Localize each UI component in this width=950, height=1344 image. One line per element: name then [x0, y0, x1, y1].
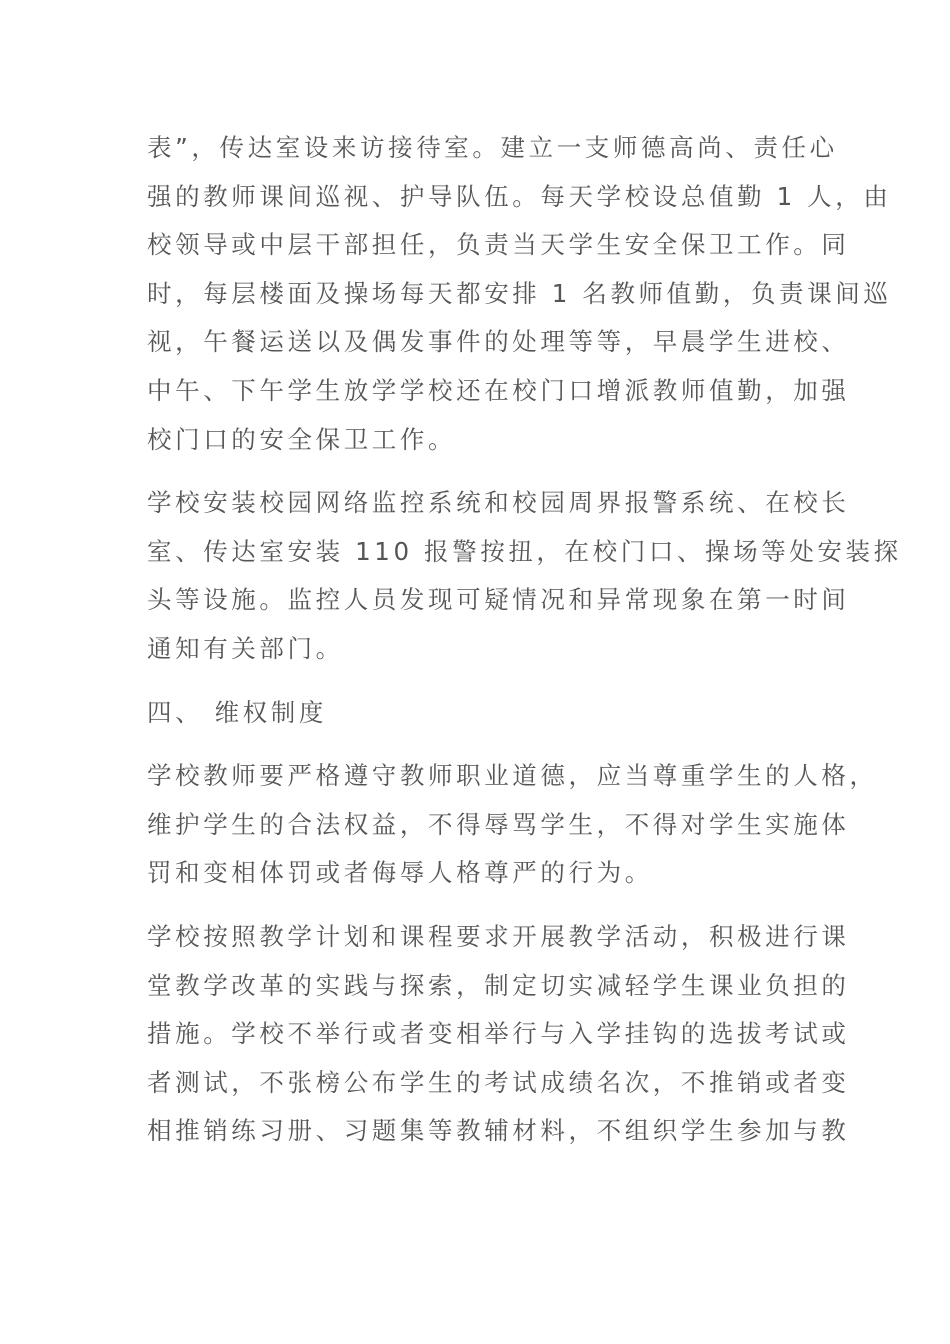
paragraph-teacher-ethics: [147, 752, 878, 898]
text-line: 时，每层楼面及操场每天都安排 1 名教师值勤，负责课间巡: [147, 278, 892, 308]
text-line: 维护学生的合法权益，不得辱骂学生，不得对学生实施体: [147, 809, 850, 839]
text-line: 校门口的安全保卫工作。: [147, 424, 457, 454]
text-line: 者测试，不张榜公布学生的考试成绩名次，不推销或者变: [147, 1067, 850, 1097]
section-heading-text: 四、 维权制度: [147, 697, 327, 727]
paragraph-duty-guard: [147, 124, 892, 464]
text-line: 学校教师要严格遵守教师职业道德，应当尊重学生的人格，: [147, 761, 878, 791]
text-line: 措施。学校不举行或者变相举行与入学挂钩的选拔考试或: [147, 1019, 850, 1049]
text-line: 头等设施。监控人员发现可疑情况和异常现象在第一时间: [147, 585, 850, 615]
text-line: 相推销练习册、习题集等教辅材料，不组织学生参加与教: [147, 1116, 850, 1146]
text-line: 视，午餐运送以及偶发事件的处理等等，早晨学生进校、: [147, 327, 850, 357]
document-body: [147, 124, 902, 1171]
paragraph-monitoring-system: [147, 479, 902, 673]
text-line: 表”，传达室设来访接待室。建立一支师德高尚、责任心: [147, 133, 838, 162]
text-line: 堂教学改革的实践与探索，制定切实减轻学生课业负担的: [147, 970, 850, 1000]
text-line: 学校按照教学计划和课程要求开展教学活动，积极进行课: [147, 921, 850, 951]
text-line: 罚和变相体罚或者侮辱人格尊严的行为。: [147, 858, 653, 888]
paragraph-teaching-plan: [147, 913, 850, 1156]
text-line: 校领导或中层干部担任，负责当天学生安全保卫工作。同: [147, 230, 850, 260]
text-line: 强的教师课间巡视、护导队伍。每天学校设总值勤 1 人，由: [147, 181, 892, 211]
text-line: 室、传达室安装 110 报警按扭，在校门口、操场等处安装探: [147, 536, 902, 566]
text-line: 通知有关部门。: [147, 633, 344, 663]
text-line: 学校安装校园网络监控系统和校园周界报警系统、在校长: [147, 488, 850, 518]
section-heading: [147, 689, 809, 738]
text-line: 中午、下午学生放学学校还在校门口增派教师值勤，加强: [147, 375, 850, 405]
